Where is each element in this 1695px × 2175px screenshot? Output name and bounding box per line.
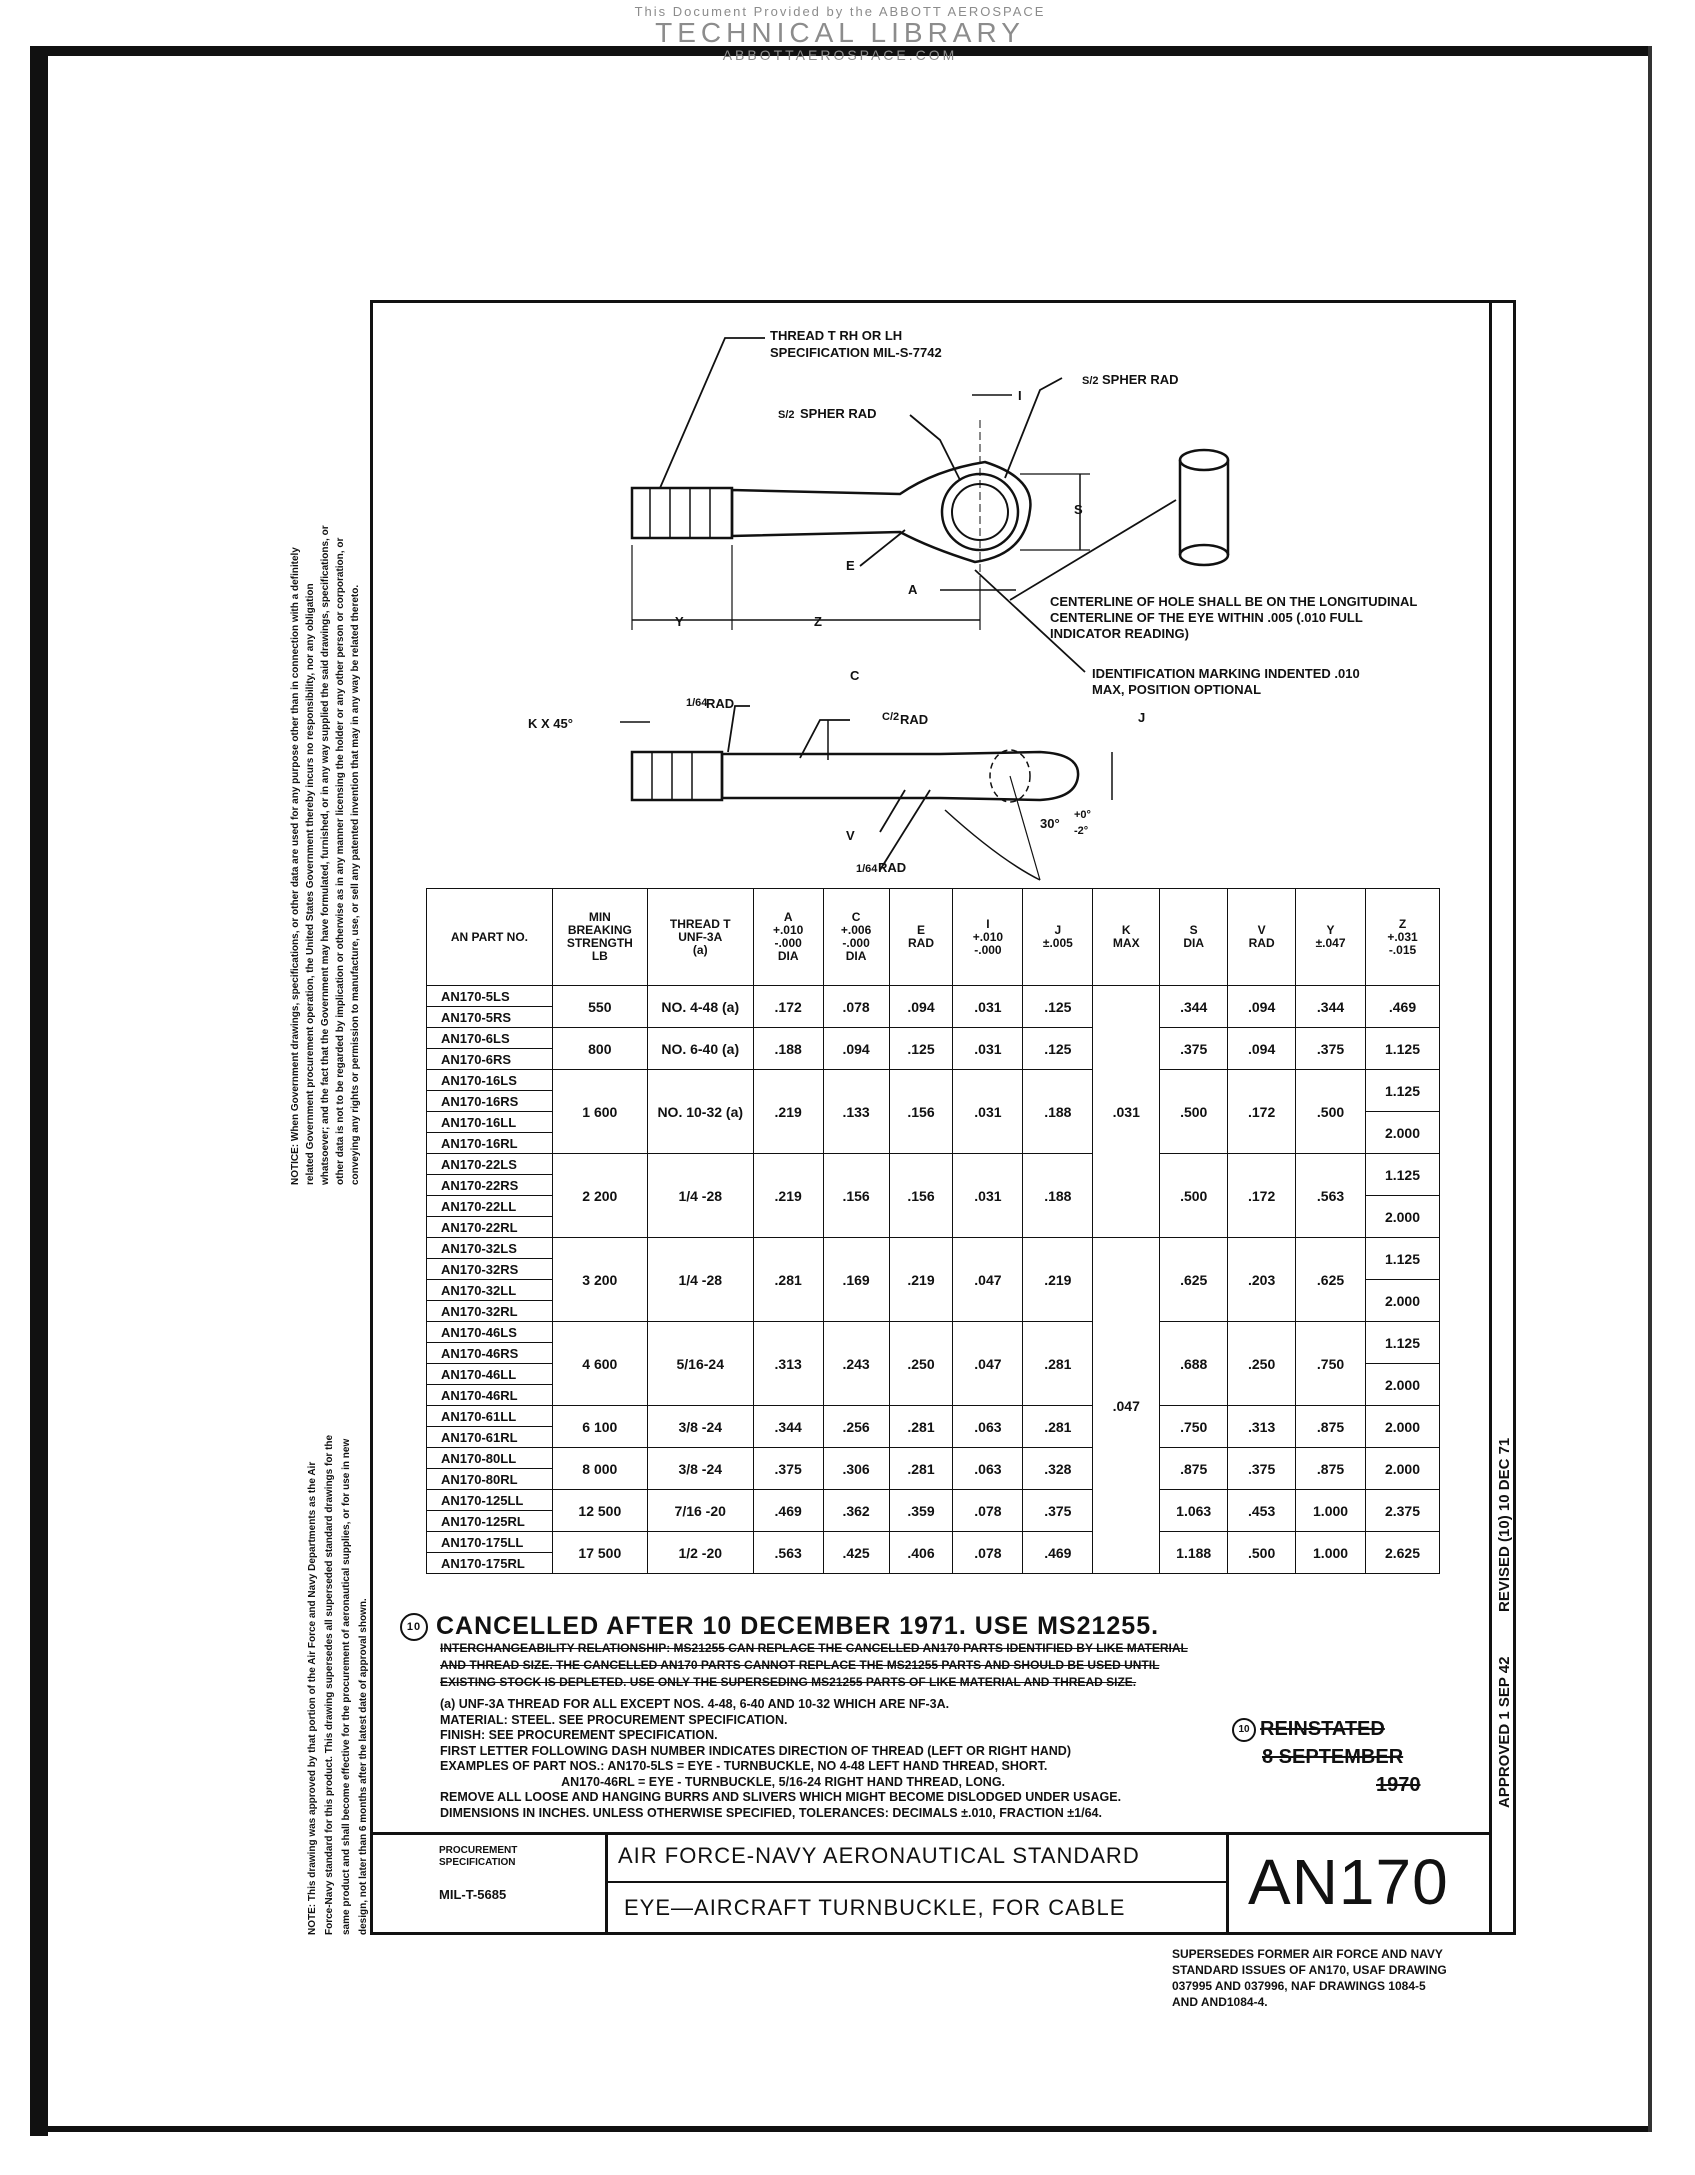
part-number: AN170-125LL — [427, 1490, 553, 1511]
y-cell: .344 — [1296, 986, 1366, 1028]
y-cell: .625 — [1296, 1238, 1366, 1322]
part-number: AN170-16RS — [427, 1091, 553, 1112]
angle-label: 30° — [1040, 816, 1060, 831]
angle-arc — [945, 810, 1040, 880]
strength-cell: 6 100 — [552, 1406, 647, 1448]
table-header-row — [427, 889, 1440, 986]
threaded-shank-side — [632, 752, 722, 800]
c-rad-label: RAD — [900, 712, 929, 727]
e-cell: .094 — [889, 986, 953, 1028]
note-line: FIRST LETTER FOLLOWING DASH NUMBER INDICATES DIRECTION OF THREAD (LEFT OR RIGHT HAND) — [440, 1743, 1071, 1758]
a-cell: .313 — [753, 1322, 823, 1406]
dimensions-table — [426, 888, 1440, 1574]
e-cell: .281 — [889, 1448, 953, 1490]
revision-mark: 10 — [400, 1613, 428, 1641]
table-row — [427, 1490, 1440, 1511]
c-cell: .133 — [823, 1070, 889, 1154]
thread-cell: 1/4 -28 — [647, 1154, 753, 1238]
y-cell: .875 — [1296, 1406, 1366, 1448]
col-header-part: AN PART NO. — [427, 889, 553, 986]
i-cell: .063 — [953, 1406, 1023, 1448]
k-cell-upper: .031 — [1093, 986, 1160, 1238]
z-cell: 1.125 — [1366, 1028, 1440, 1070]
reinstated-stamp — [1232, 1715, 1421, 1799]
y-cell: .875 — [1296, 1448, 1366, 1490]
dim-s-label: S — [1074, 502, 1083, 517]
part-number: AN170-22RL — [427, 1217, 553, 1238]
col-header-a: A +.010 -.000 DIA — [753, 889, 823, 986]
notice-line: conveying any rights or permission to manufacture, use, or sell any patented invention that may in any way be related thereto. — [350, 584, 361, 1185]
supersedes-line: AND AND1084-4. — [1172, 1995, 1268, 2009]
banner-line-3: ABBOTTAEROSPACE.COM — [722, 47, 958, 63]
approval-note-text — [304, 1435, 372, 1935]
s-cell: .344 — [1160, 986, 1228, 1028]
c-rad-leader — [800, 720, 850, 758]
v-cell: .375 — [1228, 1448, 1296, 1490]
eye-body-side — [722, 752, 1078, 800]
thread-cell: NO. 6-40 (a) — [647, 1028, 753, 1070]
j-cell: .281 — [1023, 1322, 1093, 1406]
y-cell: .563 — [1296, 1154, 1366, 1238]
z-cell-short: 1.125 — [1366, 1154, 1440, 1196]
spher-rad-right-leader — [1005, 378, 1062, 478]
j-cell: .219 — [1023, 1238, 1093, 1322]
part-number: AN170-80RL — [427, 1469, 553, 1490]
z-cell: 2.625 — [1366, 1532, 1440, 1574]
dim-e-label: E — [846, 558, 855, 573]
revised-word: REVISED — [1496, 1546, 1513, 1612]
notice-line: NOTICE: When Government drawings, specifications, or other data are used for any purpose other than in connection with a definitely — [290, 547, 301, 1185]
strength-cell: 17 500 — [552, 1532, 647, 1574]
strength-cell: 800 — [552, 1028, 647, 1070]
thread-note-line-2: SPECIFICATION MIL-S-7742 — [770, 345, 942, 360]
a-cell: .375 — [753, 1448, 823, 1490]
thread-cell: 7/16 -20 — [647, 1490, 753, 1532]
s-cell: .750 — [1160, 1406, 1228, 1448]
c-cell: .169 — [823, 1238, 889, 1322]
s-cell: .500 — [1160, 1154, 1228, 1238]
v-cell: .313 — [1228, 1406, 1296, 1448]
e-cell: .219 — [889, 1238, 953, 1322]
part-number: AN170-175LL — [427, 1532, 553, 1553]
banner-line-1: This Document Provided by the ABBOTT AEROSPACE — [634, 4, 1046, 19]
a-cell: .188 — [753, 1028, 823, 1070]
y-cell: .375 — [1296, 1028, 1366, 1070]
c-cell: .306 — [823, 1448, 889, 1490]
c-cell: .156 — [823, 1154, 889, 1238]
angle-tol-plus: +0° — [1074, 809, 1091, 821]
part-number: AN170-61RL — [427, 1427, 553, 1448]
table-row — [427, 1028, 1440, 1049]
col-header-i: I +.010 -.000 — [953, 889, 1023, 986]
table-row — [427, 1322, 1440, 1343]
dim-j-label: J — [1138, 710, 1146, 725]
v-cell: .453 — [1228, 1490, 1296, 1532]
supersedes-line: 037995 AND 037996, NAF DRAWINGS 1084-5 — [1172, 1979, 1426, 1993]
rad-bottom-label: RAD — [878, 860, 907, 875]
i-cell: .047 — [953, 1238, 1023, 1322]
i-cell: .031 — [953, 1070, 1023, 1154]
e-cell: .406 — [889, 1532, 953, 1574]
supersedes-note — [1172, 1946, 1447, 2010]
notice-line: related Government procurement operation, the United States Government thereby incurs no responsibility, nor any obligation — [305, 583, 316, 1185]
ident-note-line-2: MAX, POSITION OPTIONAL — [1092, 682, 1262, 697]
rad-top-fraction: 1/64 — [686, 697, 708, 709]
a-cell: .344 — [753, 1406, 823, 1448]
part-number: AN170-16LL — [427, 1112, 553, 1133]
procurement-spec-box — [373, 1835, 608, 1935]
end-view-bottom — [1180, 545, 1228, 565]
z-cell-long: 2.000 — [1366, 1280, 1440, 1322]
c-cell: .078 — [823, 986, 889, 1028]
j-cell: .328 — [1023, 1448, 1093, 1490]
part-number: AN170-5LS — [427, 986, 553, 1007]
rad-bottom-fraction: 1/64 — [856, 863, 878, 875]
a-cell: .469 — [753, 1490, 823, 1532]
col-header-k: K MAX — [1093, 889, 1160, 986]
part-number: AN170-46LL — [427, 1364, 553, 1385]
struck-line: AND THREAD SIZE. THE CANCELLED AN170 PARTS CANNOT REPLACE THE MS21255 PARTS AND SHOULD BE USED UNTIL — [440, 1658, 1160, 1672]
strength-cell: 2 200 — [552, 1154, 647, 1238]
note-line: NOTE: This drawing was approved by that portion of the Air Force and Navy Departments as the Air — [307, 1461, 318, 1935]
y-cell: .750 — [1296, 1322, 1366, 1406]
j-cell: .125 — [1023, 1028, 1093, 1070]
centerline-note-line-2: CENTERLINE OF THE EYE WITHIN .005 (.010 FULL — [1050, 610, 1363, 625]
j-cell: .469 — [1023, 1532, 1093, 1574]
part-number: AN170-22LL — [427, 1196, 553, 1217]
thread-cell: NO. 10-32 (a) — [647, 1070, 753, 1154]
threaded-shank-top — [632, 488, 732, 538]
s-cell: .688 — [1160, 1322, 1228, 1406]
z-cell-long: 2.000 — [1366, 1112, 1440, 1154]
c-cell: .425 — [823, 1532, 889, 1574]
a-cell: .172 — [753, 986, 823, 1028]
j-cell: .188 — [1023, 1070, 1093, 1154]
banner-line-2: TECHNICAL LIBRARY — [655, 17, 1025, 48]
c-cell: .243 — [823, 1322, 889, 1406]
strength-cell: 4 600 — [552, 1322, 647, 1406]
reinstated-line-1: REINSTATED — [1260, 1718, 1385, 1740]
z-cell-short: 1.125 — [1366, 1322, 1440, 1364]
part-number: AN170-16RL — [427, 1133, 553, 1154]
v-cell: .203 — [1228, 1238, 1296, 1322]
cancellation-text: CANCELLED AFTER 10 DECEMBER 1971. USE MS21255. — [436, 1612, 1160, 1640]
part-number: AN170-16LS — [427, 1070, 553, 1091]
z-cell: .469 — [1366, 986, 1440, 1028]
turnbuckle-eye-drawing — [0, 0, 1695, 890]
y-cell: 1.000 — [1296, 1490, 1366, 1532]
y-cell: 1.000 — [1296, 1532, 1366, 1574]
part-number: AN170-32LS — [427, 1238, 553, 1259]
e-leader — [860, 530, 905, 566]
spher-rad-left-fraction: S/2 — [778, 409, 795, 421]
col-header-s: S DIA — [1160, 889, 1228, 986]
s-cell: .375 — [1160, 1028, 1228, 1070]
strength-cell: 12 500 — [552, 1490, 647, 1532]
note-line: design, not later than 6 months after the latest date of approval shown. — [358, 1598, 369, 1935]
spher-rad-left-label: SPHER RAD — [800, 406, 877, 421]
note-line: MATERIAL: STEEL. SEE PROCUREMENT SPECIFICATION. — [440, 1712, 788, 1727]
a-cell: .563 — [753, 1532, 823, 1574]
c-rad-fraction: C/2 — [882, 711, 900, 723]
note-line: DIMENSIONS IN INCHES. UNLESS OTHERWISE SPECIFIED, TOLERANCES: DECIMALS ±.010, FRACTION ±1/64. — [440, 1805, 1102, 1820]
strength-cell: 1 600 — [552, 1070, 647, 1154]
c-cell: .094 — [823, 1028, 889, 1070]
note-line: (a) UNF-3A THREAD FOR ALL EXCEPT NOS. 4-48, 6-40 AND 10-32 WHICH ARE NF-3A. — [440, 1697, 950, 1711]
revision-mark: 10 — [1232, 1718, 1256, 1742]
z-cell: 2.000 — [1366, 1406, 1440, 1448]
v-leader — [880, 790, 905, 832]
struck-line: EXISTING STOCK IS DEPLETED. USE ONLY THE SUPERSEDING MS21255 PARTS OF LIKE MATERIAL AND THREAD SIZE. — [440, 1675, 1137, 1689]
rad-bottom-leader — [880, 790, 930, 870]
cancellation-notice — [400, 1612, 1159, 1641]
s-cell: 1.063 — [1160, 1490, 1228, 1532]
i-cell: .031 — [953, 986, 1023, 1028]
j-cell: .375 — [1023, 1490, 1093, 1532]
table-row — [427, 1532, 1440, 1553]
notice-line: other data is not to be regarded by implication or otherwise as in any manner licensing the holder or any other person or corporation, or — [335, 537, 346, 1185]
i-cell: .078 — [953, 1532, 1023, 1574]
a-cell: .219 — [753, 1154, 823, 1238]
col-header-thread: THREAD T UNF-3A (a) — [647, 889, 753, 986]
j-cell: .125 — [1023, 986, 1093, 1028]
standard-name: AIR FORCE-NAVY AERONAUTICAL STANDARD — [618, 1843, 1140, 1868]
procurement-spec-value: MIL-T-5685 — [439, 1887, 507, 1902]
s-cell: .875 — [1160, 1448, 1228, 1490]
s-cell: .625 — [1160, 1238, 1228, 1322]
part-number: AN170-5RS — [427, 1007, 553, 1028]
strength-cell: 8 000 — [552, 1448, 647, 1490]
part-number: AN170-125RL — [427, 1511, 553, 1532]
struck-interchangeability-note — [440, 1640, 1400, 1691]
col-header-y: Y ±.047 — [1296, 889, 1366, 986]
a-cell: .281 — [753, 1238, 823, 1322]
e-cell: .156 — [889, 1154, 953, 1238]
angle-tol-minus: -2° — [1074, 825, 1089, 837]
supersedes-line: STANDARD ISSUES OF AN170, USAF DRAWING — [1172, 1963, 1447, 1977]
z-cell-long: 2.000 — [1366, 1196, 1440, 1238]
e-cell: .281 — [889, 1406, 953, 1448]
dim-y-label: Y — [675, 614, 684, 629]
note-line: Force-Navy standard for this product. This drawing supersedes all superseded standard drawings for the — [324, 1434, 335, 1935]
table-row — [427, 1238, 1440, 1259]
strength-cell: 3 200 — [552, 1238, 647, 1322]
revised-mark: 10 — [1496, 1520, 1513, 1537]
v-cell: .094 — [1228, 1028, 1296, 1070]
rad-top-label: RAD — [706, 696, 735, 711]
title-divider — [608, 1881, 1226, 1883]
dim-z-label: Z — [814, 614, 822, 629]
part-number: AN170-22RS — [427, 1175, 553, 1196]
i-cell: .078 — [953, 1490, 1023, 1532]
centerline-note-line-1: CENTERLINE OF HOLE SHALL BE ON THE LONGITUDINAL — [1050, 594, 1418, 609]
part-number: AN170-32RL — [427, 1301, 553, 1322]
table-row — [427, 1406, 1440, 1427]
note-line: REMOVE ALL LOOSE AND HANGING BURRS AND SLIVERS WHICH MIGHT BECOME DISLODGED UNDER USAGE. — [440, 1790, 1122, 1804]
thread-cell: 1/4 -28 — [647, 1238, 753, 1322]
z-cell: 2.375 — [1366, 1490, 1440, 1532]
i-cell: .031 — [953, 1028, 1023, 1070]
i-cell: .031 — [953, 1154, 1023, 1238]
col-header-strength: MIN BREAKING STRENGTH LB — [552, 889, 647, 986]
col-header-z: Z +.031 -.015 — [1366, 889, 1440, 986]
part-number: AN170-61LL — [427, 1406, 553, 1427]
a-cell: .219 — [753, 1070, 823, 1154]
e-cell: .125 — [889, 1028, 953, 1070]
i-cell: .047 — [953, 1322, 1023, 1406]
part-number: AN170-32LL — [427, 1280, 553, 1301]
dim-v-label: V — [846, 828, 855, 843]
v-cell: .250 — [1228, 1322, 1296, 1406]
dim-c-label: C — [850, 668, 860, 683]
thread-leader — [660, 338, 765, 488]
note-line: EXAMPLES OF PART NOS.: AN170-5LS = EYE - TURNBUCKLE, NO 4-48 LEFT HAND THREAD, SHORT. — [440, 1759, 1048, 1773]
c-cell: .362 — [823, 1490, 889, 1532]
centerline-note-line-3: INDICATOR READING) — [1050, 626, 1189, 641]
col-header-j: J ±.005 — [1023, 889, 1093, 986]
thread-cell: 5/16-24 — [647, 1322, 753, 1406]
part-number: AN170-6LS — [427, 1028, 553, 1049]
part-number: AN170-32RS — [427, 1259, 553, 1280]
z-cell-long: 2.000 — [1366, 1364, 1440, 1406]
thread-cell: NO. 4-48 (a) — [647, 986, 753, 1028]
part-title: EYE—AIRCRAFT TURNBUCKLE, FOR CABLE — [624, 1895, 1126, 1920]
note-line: FINISH: SEE PROCUREMENT SPECIFICATION. — [440, 1728, 718, 1742]
v-cell: .094 — [1228, 986, 1296, 1028]
table-row — [427, 986, 1440, 1007]
e-cell: .359 — [889, 1490, 953, 1532]
part-number: AN170-175RL — [427, 1553, 553, 1574]
approved-date: APPROVED 1 SEP 42 — [1496, 1656, 1513, 1808]
thread-cell: 3/8 -24 — [647, 1406, 753, 1448]
reinstated-line-3: 1970 — [1376, 1774, 1421, 1796]
standard-number: AN170 — [1248, 1846, 1449, 1918]
rad-top-leader — [728, 706, 750, 752]
procurement-spec-label: PROCUREMENT SPECIFICATION — [439, 1845, 518, 1868]
note-line: same product and shall become effective for the procurement of aeronautical supplies, or for use in new — [341, 1438, 352, 1935]
spher-rad-right-label: SPHER RAD — [1102, 372, 1179, 387]
notice-line: whatsoever; and the fact that the Government may have formulated, furnished, or in any way supplied the said drawings, specifications, or — [320, 525, 331, 1185]
part-number: AN170-22LS — [427, 1154, 553, 1175]
struck-line: INTERCHANGEABILITY RELATIONSHIP: MS21255 CAN REPLACE THE CANCELLED AN170 PARTS IDENTIFIED BY LIKE MATERIAL — [440, 1641, 1188, 1655]
spher-rad-right-fraction: S/2 — [1082, 375, 1099, 387]
z-cell-short: 1.125 — [1366, 1238, 1440, 1280]
table-row — [427, 1154, 1440, 1175]
title-box — [608, 1835, 1229, 1935]
col-header-v: V RAD — [1228, 889, 1296, 986]
end-view-top — [1180, 450, 1228, 470]
v-cell: .172 — [1228, 1070, 1296, 1154]
chamfer-label: K X 45° — [528, 716, 573, 731]
c-cell: .256 — [823, 1406, 889, 1448]
v-cell: .172 — [1228, 1154, 1296, 1238]
dim-a-label: A — [908, 582, 918, 597]
revised-label: REVISED (10) 10 DEC 71 — [1496, 1437, 1513, 1612]
thread-cell: 3/8 -24 — [647, 1448, 753, 1490]
j-cell: .188 — [1023, 1154, 1093, 1238]
reinstated-line-2: 8 SEPTEMBER — [1262, 1746, 1404, 1768]
e-cell: .250 — [889, 1322, 953, 1406]
revised-date: 10 DEC 71 — [1496, 1437, 1513, 1512]
strength-cell: 550 — [552, 986, 647, 1028]
s-cell: .500 — [1160, 1070, 1228, 1154]
scan-frame-bottom — [30, 2126, 1652, 2132]
thread-note-line-1: THREAD T RH OR LH — [770, 328, 903, 343]
supersedes-line: SUPERSEDES FORMER AIR FORCE AND NAVY — [1172, 1947, 1443, 1961]
z-cell-short: 1.125 — [1366, 1070, 1440, 1112]
ident-note-line-1: IDENTIFICATION MARKING INDENTED .010 — [1092, 666, 1360, 681]
note-line: AN170-46RL = EYE - TURNBUCKLE, 5/16-24 RIGHT HAND THREAD, LONG. — [440, 1774, 1006, 1789]
col-header-c: C +.006 -.000 DIA — [823, 889, 889, 986]
i-cell: .063 — [953, 1448, 1023, 1490]
dim-i-label: I — [1018, 388, 1022, 403]
col-header-e: E RAD — [889, 889, 953, 986]
table-row — [427, 1070, 1440, 1091]
eye-body-top — [732, 462, 1030, 562]
v-cell: .500 — [1228, 1532, 1296, 1574]
part-number: AN170-46RS — [427, 1343, 553, 1364]
part-number: AN170-6RS — [427, 1049, 553, 1070]
title-block — [373, 1832, 1489, 1935]
y-cell: .500 — [1296, 1070, 1366, 1154]
thread-cell: 1/2 -20 — [647, 1532, 753, 1574]
table-row — [427, 1448, 1440, 1469]
k-cell-lower: .047 — [1093, 1238, 1160, 1574]
general-notes — [440, 1697, 1260, 1821]
e-cell: .156 — [889, 1070, 953, 1154]
z-cell: 2.000 — [1366, 1448, 1440, 1490]
j-cell: .281 — [1023, 1406, 1093, 1448]
part-number: AN170-46RL — [427, 1385, 553, 1406]
part-number: AN170-80LL — [427, 1448, 553, 1469]
s-cell: 1.188 — [1160, 1532, 1228, 1574]
part-number: AN170-46LS — [427, 1322, 553, 1343]
